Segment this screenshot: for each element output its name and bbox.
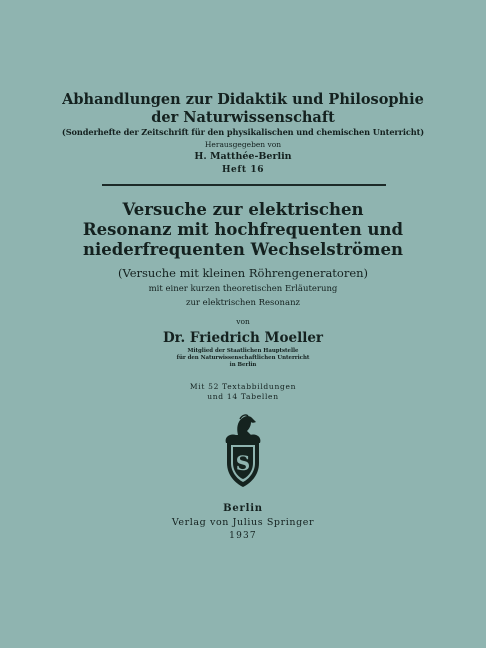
illustrations-line2: und 14 Tabellen (207, 392, 279, 401)
series-title-line2: der Naturwissenschaft (151, 109, 335, 126)
book-subtitle-line3: zur elektrischen Resonanz (185, 298, 301, 308)
book-title-line2: Resonanz mit hochfrequenten und (82, 220, 404, 239)
springer-knight-emblem-icon (218, 413, 268, 489)
illustrations-line1: Mit 52 Textabbildungen (189, 382, 297, 391)
author-name: Dr. Friedrich Moeller (162, 330, 324, 346)
publication-year: 1937 (229, 531, 257, 541)
emblem-letter: S (235, 451, 251, 475)
author-affiliation-line3: in Berlin (229, 362, 257, 368)
author-prefix: von (236, 317, 250, 326)
book-title-line1: Versuche zur elektrischen (122, 200, 364, 219)
book-title-line3: niederfrequenten Wechselströmen (82, 240, 403, 259)
author-affiliation-line2: für den Naturwissenschaftlichen Unterricht (176, 355, 310, 361)
author-affiliation-line1: Mitglied der Staatlichen Hauptstelle (187, 348, 299, 354)
divider-rule (102, 184, 386, 186)
issue-number: Heft 16 (221, 165, 265, 175)
series-title-line1: Abhandlungen zur Didaktik und Philosophie (62, 91, 424, 108)
publisher-name: Verlag von Julius Springer (171, 517, 315, 528)
series-editor: H. Matthée-Berlin (194, 151, 292, 162)
editor-label: Herausgegeben von (204, 140, 282, 149)
book-subtitle-line1: (Versuche mit kleinen Röhrengeneratoren) (117, 266, 369, 280)
publisher-city: Berlin (223, 503, 263, 514)
book-subtitle-line2: mit einer kurzen theoretischen Erläuterung (148, 284, 338, 294)
series-subtitle: (Sonderhefte der Zeitschrift für den physikalischen und chemischen Unterricht) (61, 127, 425, 137)
